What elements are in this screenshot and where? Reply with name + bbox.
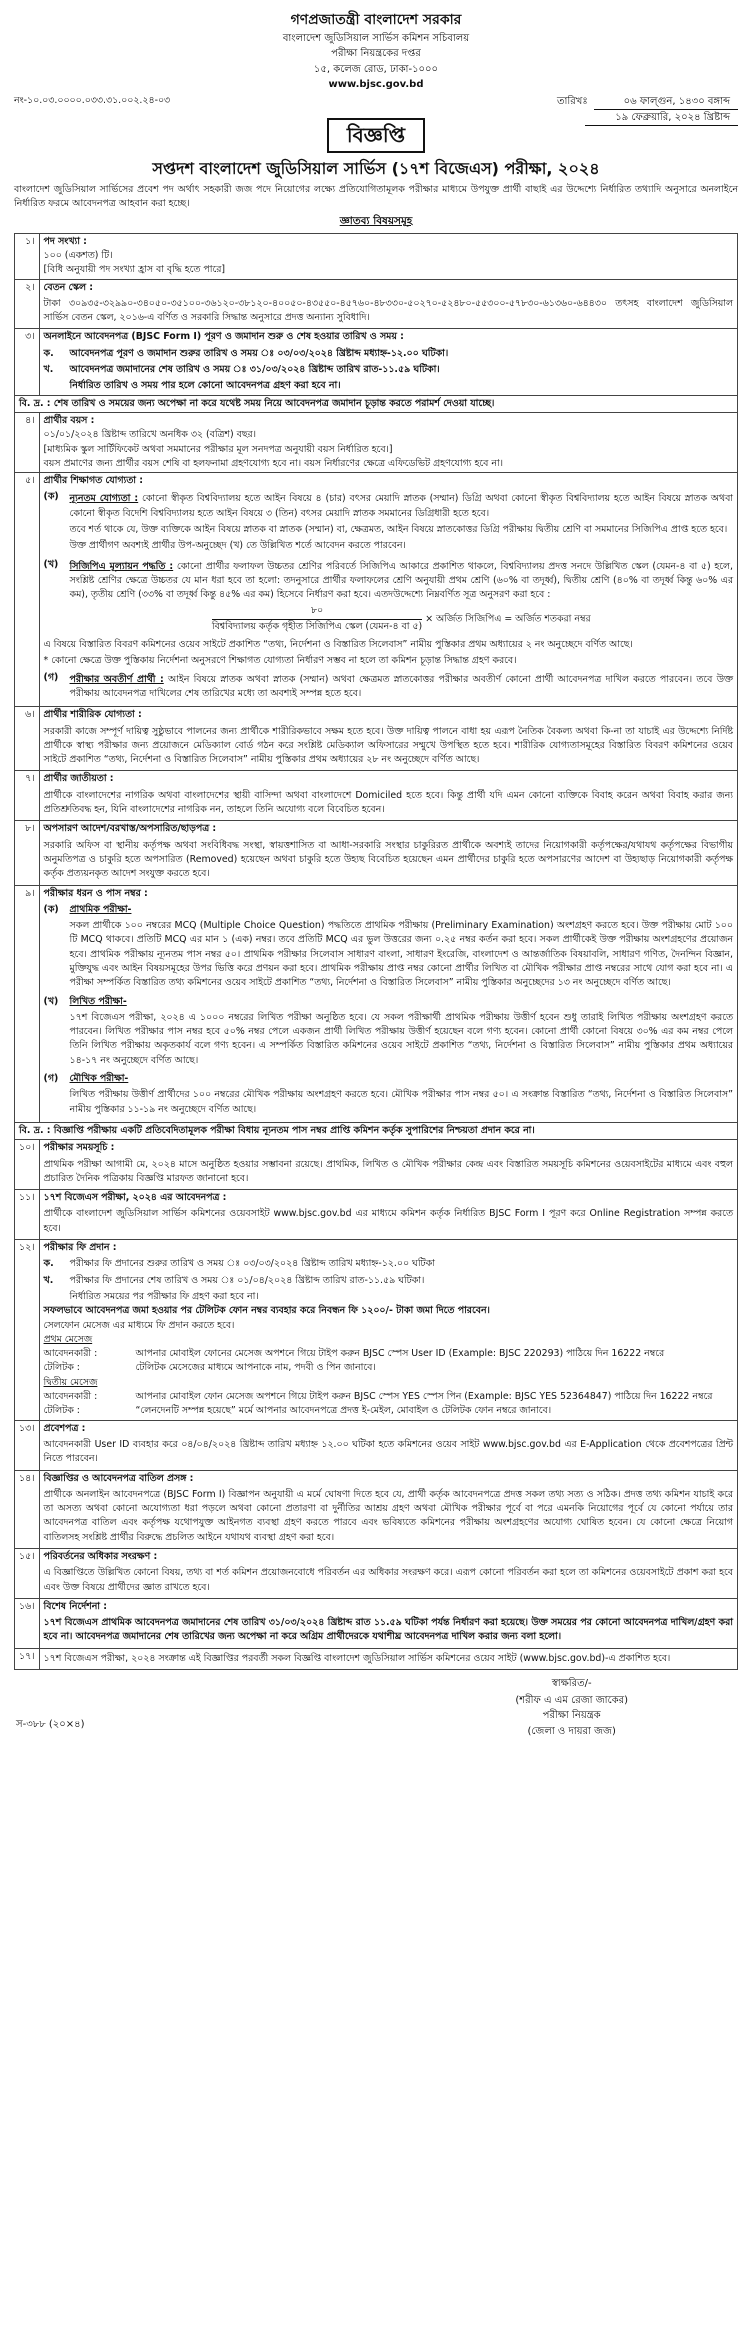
letterhead <box>14 10 738 92</box>
item-9: ৯। পরীক্ষার ধরন ও পাস নম্বর : (ক) প্রাথমিক পরীক্ষা- সকল প্রার্থীকে ১০০ নম্বরের MCQ (Multiple Choice Question) পদ্ধতিতে প্রাথমিক পরীক্ষায় (Preliminary Examination) অংশগ্রহণ করতে হবে। উক্ত পরীক্ষায় মোট ১০০ টি MCQ থাকবে। প্রতিটি MCQ এর মান ১ (এক) নম্বর। তবে প্রতিটি MCQ এর ভুল উত্তরের জন্য ০.২৫ নম্বর কর্তন করা হবে। সকল প্রার্থীকেই উক্ত পরীক্ষায় অংশগ্রহণের প্রয়োজন হবে। প্রাথমিক পরীক্ষায় ন্যূনতম পাস নম্বর ৫০। প্রাথমিক পরীক্ষার সিলেবাস সাধারণ বাংলা, সাধারণ ইংরেজি, বাংলাদেশ ও আন্তর্জাতিক বিষয়াবলি, সাধারণ গণিত, দৈনন্দিন বিজ্ঞান, মুক্তিযুদ্ধ এবং আইন বিষয়সমূহের উপর ভিত্তি করে প্রণয়ন করা হবে। প্রাথমিক পরীক্ষায় প্রাপ্ত নম্বর কোনো প্রার্থীর লিখিত বা মৌখিক পরীক্ষার প্রাপ্ত নম্বরের সাথে যোগ করা হবে না। এ পরীক্ষা সম্পর্কিত বিস্তারিত তথ্য কমিশনের ওয়েব সাইটে প্রকাশিত “তথ্য, নির্দেশনা ও বিস্তারিত সিলেবাস” নামীয় পুস্তিকার অনুচ্ছেদের ১৩ নং অনুচ্ছেদে বর্ণিত আছে। (খ) লিখিত পরীক্ষা- ১৭শ বিজেএস পরীক্ষা, ২০২৪ এ ১০০০ নম্বরের লিখিত পরীক্ষা অনুষ্ঠিত হবে। যে সকল পরীক্ষার্থী প্রাথমিক পরীক্ষায় উত্তীর্ণ হবেন শুধু তারাই লিখিত পরীক্ষায় অংশগ্রহণ করতে পারবেন। লিখিত পরীক্ষার পাস নম্বর হবে ৫০% নম্বর পেলে একজন প্রার্থী লিখিত পরীক্ষায় উত্তীর্ণ হয়েছেন বলে গণ্য হবেন। কোনো প্রার্থী কোনো বিষয়ে ৩০% এর কম নম্বর পেলে তিনি লিখিত পরীক্ষায় অকৃতকার্য বলে গণ্য হবেন। এ সম্পর্কিত বিস্তারিত কমিশনের ওয়েব সাইটে প্রকাশিত “তথ্য, নির্দেশনা ও বিস্তারিত সিলেবাস” নামীয় পুস্তিকার প্রথম অধ্যায়ের ১৪-১৭ নং অনুচ্ছেদে বর্ণিত আছে। (গ) মৌখিক পরীক্ষা- লিখিত পরীক্ষায় উত্তীর্ণ প্রার্থীদের ১০০ নম্বরের মৌখিক পরীক্ষায় অংশগ্রহণ করতে হবে। মৌখিক পরীক্ষার পাস নম্বর ৫০। এ সংক্রান্ত বিস্তারিত “তথ্য, নির্দেশনা ও বিস্তারিত সিলেবাস” নামীয় পুস্তিকার ১১-১৯ নং অনুচ্ছেদে বর্ণিত আছে। <box>15 885 738 1122</box>
item-7: ৭। প্রার্থীর জাতীয়তা : প্রার্থীকে বাংলাদেশের নাগরিক অথবা বাংলাদেশের স্থায়ী বাসিন্দা অথবা বাংলাদেশে Domiciled হতে হবে। কিন্তু প্রার্থী যদি এমন কোনো ব্যক্তিকে বিবাহ করেন অথবা বিবাহ করার জন্য প্রতিশ্রুতিবদ্ধ হন, যিনি বাংলাদেশের নাগরিক নন, তাহলে তিনি অযোগ্য বলে বিবেচিত হবেন। <box>15 771 738 821</box>
footer <box>14 1676 738 1746</box>
item-6: ৬। প্রার্থীর শারীরিক যোগ্যতা : সরকারী কাজে সম্পূর্ণ দায়িত্ব সুষ্ঠুভাবে পালনের জন্য প্রার্থীকে শারীরিকভাবে সক্ষম হতে হবে। উক্ত দায়িত্ব পালনে বাধা হয় এরূপ নৈতিক বৈকল্য অথবা কি-না তা যাচাই এর উদ্দেশ্যে নির্দিষ্ট প্রার্থীকে স্বাস্থ্য পরীক্ষার জন্য প্রয়োজনে মেডিক্যাল বোর্ড গঠন করে সংশ্লিষ্ট মেডিক্যাল অফিসারের সম্মুখে উপস্থিত হতে হবে। শারীরিক যোগ্যতাসমূহের বিস্তারিত বিবরণ কমিশনের ওয়েব সাইটে প্রকাশিত “তথ্য, নির্দেশনা ও বিস্তারিত সিলেবাস” নামীয় পুস্তিকার প্রথম অধ্যায়ের ২৮ নং অনুচ্ছেদে বর্ণিত আছে। <box>15 707 738 771</box>
cgpa-formula: ৮০ বিশ্ববিদ্যালয় কর্তৃক গৃহীত সিজিপিএ স্কেল (যেমন-৪ বা ৫) × অর্জিত সিজিপিএ = অর্জিত শতকরা নম্বর <box>211 605 591 632</box>
note-row-2: বি. দ্র. : বিজ্ঞাপ্তি পরীক্ষায় একটি প্রতিবেদিতামূলক পরীক্ষা বিধায় ন্যূনতম পাস নম্বর প্রাপ্তি কমিশন কর্তৃক সুপারিশের নিশ্চয়তা প্রদান করে না। <box>15 1122 738 1139</box>
item-8: ৮। অপসারণ আদেশ/বরখাস্ত/অপসারিত/ছাড়পত্র : সরকারি অফিস বা স্থানীয় কর্তৃপক্ষ অথবা সংবিধিবদ্ধ সংস্থা, স্বায়ত্তশাসিত বা আধা-সরকারি সংস্থার চাকুরিরত প্রার্থীকে অবশ্যই তাদের নিয়োগকারী কর্তৃপক্ষের/যথাযথ কর্তৃপক্ষের বিভাগীয় অনুমতিপত্র ও চাকুরি হতে অপসারিত (Removed) হয়েছেন অথবা চাকুরি হতে উহ্যছ বিবেচিত হয়েছেন এমন প্রার্থীদের চাকুরি হতে অপসারণের আদেশ বা উহ্যছাড় নিয়োগকারী কর্তৃপক্ষ কর্তৃক প্রত্যয়নকৃত আদেশ সংযুক্ত করতে হবে। <box>15 821 738 885</box>
website-url: www.bjsc.gov.bd <box>328 78 424 90</box>
item-1: ১। পদ সংখ্যা : ১০০ (একশত) টি। [বিধি অনুযায়ী পদ সংখ্যা হ্রাস বা বৃদ্ধি হতে পারে] <box>15 233 738 279</box>
item-4: ৪। প্রার্থীর বয়স : ০১/০১/২০২৪ খ্রিষ্টাব্দ তারিখে অনধিক ৩২ (বত্রিশ) বছর। [মাধ্যমিক স্কুল সার্টিফিকেট অথবা সমমানের পরীক্ষার মূল সনদপত্র অনুযায়ী বয়স নির্ধারিত হবে।] বয়স প্রমাণের জন্য প্রার্থীর বয়স শেষি বা হলফনামা গ্রহণযোগ্য হবে না। বয়স নির্ধারণের ক্ষেত্রে এফিডেভিট গ্রহণযোগ্য হবে না। <box>15 412 738 472</box>
signature-label: স্বাক্ষরিত/- <box>551 1678 592 1690</box>
notice-title: বিজ্ঞপ্তি <box>327 118 425 152</box>
note-row-1: বি. দ্র. : শেষ তারিখ ও সময়ের জন্য অপেক্ষা না করে যথেষ্ট সময় নিয়ে আবেদনপত্র জমাদান চূড়ান্ত করতে পরামর্শ দেওয়া যাচ্ছে। <box>15 395 738 412</box>
intro-paragraph: বাংলাদেশ জুডিসিয়াল সার্ভিসের প্রবেশ পদ অর্থাৎ সহকারী জজ পদে নিয়োগের লক্ষ্যে প্রতিযোগিতামূলক পরীক্ষার মাধ্যমে উপযুক্ত প্রার্থী বাছাই এর উদ্দেশ্যে নির্ধারিত তথ্যাদি অনুসারে অনলাইনে নির্ধারিত ফরমে আবেদনপত্র আহবান করা হচ্ছে। <box>14 184 738 210</box>
office-address: ১৫, কলেজ রোড, ঢাকা-১০০০ <box>313 63 439 75</box>
date-english: ১৯ ফেব্রুয়ারি, ২০২৪ খ্রিষ্টাব্দ <box>585 110 738 126</box>
item-16: ১৬। বিশেষ নির্দেশনা : ১৭শ বিজেএস প্রাথমিক আবেদনপত্র জমাদানের শেষ তারিখ ৩১/০৩/২০২৪ খ্রিষ্টাব্দ রাত ১১.৫৯ ঘটিকা পর্যন্ত নির্ধারণ করা হয়েছে। উক্ত সময়ের পর কোনো আবেদনপত্র দাখিল/গ্রহণ করা হবে না। আবেদনপত্র জমাদানের শেষ তারিখের জন্য অপেক্ষা না করে অগ্রিম প্রার্থীদেরকে যথাশীঘ্র আবেদনপত্র দাখিল করার জন্য বলা হলো। <box>15 1598 738 1648</box>
form-number: স-৩৮৮ (২০×৪) <box>16 1718 85 1730</box>
item-12: ১২। পরীক্ষার ফি প্রদান : ক. পরীক্ষার ফি প্রদানের শুরুর তারিখ ও সময় ঃ ০৩/০৩/২০২৪ খ্রিষ্টাব্দ তারিখ মধ্যাহ্ন-১২.০০ ঘটিকা খ. পরীক্ষার ফি প্রদানের শেষ তারিখ ও সময় ঃ ০১/০৪/২০২৪ খ্রিষ্টাব্দ তারিখ রাত-১১.৫৯ ঘটিকা। নির্ধারিত সময়ের পর পরীক্ষার ফি গ্রহণ করা হবে না। সফলভাবে আবেদনপত্র জমা হওয়ার পর টেলিটক ফোন নম্বর ব্যবহার করে নিবন্ধন ফি ১২০০/- টাকা জমা দিতে পারবেন। সেলফোন মেসেজ এর মাধ্যমে ফি প্রদান করতে হবে। প্রথম মেসেজ আবেদনকারী : আপনার মোবাইল ফোনের মেসেজ অপশনে গিয়ে টাইপ করুন BJSC স্পেস User ID (Example: BJSC 220293) পাঠিয়ে দিন 16222 নম্বরে টেলিটক : টেলিটক মেসেজের মাধ্যমে আপনাকে নাম, পদবী ও পিন জানাবে। দ্বিতীয় মেসেজ আবেদনকারী : আপনার মোবাইল ফোন মেসেজ অপশনে গিয়ে টাইপ করুন BJSC স্পেস YES স্পেস পিন (Example: BJSC YES 52364847) পাঠিয়ে দিন 16222 নম্বরে টেলিটক : “লেনদেনটি সম্পন্ন হয়েছে” মর্মে আপনার আবেদনপত্রে প্রদত্ত ই-মেইল, মোবাইল ও টেলিটক ফোন নম্বরে জানাবে। <box>15 1240 738 1421</box>
signature-block <box>515 1676 628 1739</box>
item-17: ১৭। ১৭শ বিজেএস পরীক্ষা, ২০২৪ সংক্রান্ত এই বিজ্ঞাপ্তির পরবর্তী সকল বিজ্ঞপ্তি বাংলাদেশ জুডিসিয়াল সার্ভিস কমিশনের ওয়েব সাইট (www.bjsc.gov.bd)-এ প্রকাশিত হবে। <box>15 1648 738 1669</box>
item-11: ১১। ১৭শ বিজেএস পরীক্ষা, ২০২৪ এর আবেদনপত্র : প্রার্থীকে বাংলাদেশ জুডিসিয়াল সার্ভিস কমিশনের ওয়েবসাইট www.bjsc.gov.bd এর মাধ্যমে কমিশন কর্তৃক নির্ধারিত BJSC Form I পূরণ করে Online Registration সম্পন্ন করতে হবে। <box>15 1190 738 1240</box>
section-heading: জ্ঞাতব্য বিষয়সমূহ <box>339 214 413 227</box>
item-2: ২। বেতন স্কেল : টাকা ৩০৯৩৫-৩২৯৯০-৩৪০৫০-৩৫১০০-৩৬১২০-৩৮১২০-৪০০৫০-৪৩৫৫০-৪৫৭৬০-৪৮৩৩০-৫০২৭০-৫২৪৮০-৫৫৩০০-৫৭৮৩০-৬১৩৬০-৬৪৪৩০ তৎসহ বাংলাদেশ জুডিসিয়াল সার্ভিস বেতন স্কেল, ২০১৬-এ বর্ণিত ও সরকারি সিদ্ধান্ত অনুসারে প্রদত্ত অন্যান্য সুবিধাদি। <box>15 279 738 329</box>
item-15: ১৫। পরিবর্তনের অধিকার সংরক্ষণ : এ বিজ্ঞাপ্তিতে উল্লিখিত কোনো বিষয়, তথ্য বা শর্ত কমিশন প্রয়োজনবোধে পরিবর্তন এর অধিকার সংরক্ষণ করে। এরূপ কোনো পরিবর্তন করা হলে তা কমিশনের ওয়েবসাইটে প্রকাশ করা হবে এবং উক্ত বিষয়ে প্রার্থীদের জ্ঞাত রাখতে হবে। <box>15 1548 738 1598</box>
item-10: ১০। পরীক্ষার সময়সূচি : প্রাথমিক পরীক্ষা আগামী মে, ২০২৪ মাসে অনুষ্ঠিত হওয়ার সম্ভাবনা রয়েছে। প্রাথমিক, লিখিত ও মৌখিক পরীক্ষার কেন্দ্র এবং বিস্তারিত সময়সূচি কমিশনের ওয়েবসাইটের মাধ্যমে এবং বহুল প্রচারিত দৈনিক পত্রিকায় বিজ্ঞপ্তি মারফত জানানো হবে। <box>15 1140 738 1190</box>
date-label: তারিখঃ <box>557 96 588 108</box>
gov-title: গণপ্রজাতন্ত্রী বাংলাদেশ সরকার <box>290 12 462 28</box>
notice-subtitle: সপ্তদশ বাংলাদেশ জুডিসিয়াল সার্ভিস (১৭শ বিজেএস) পরীক্ষা, ২০২৪ <box>152 158 600 178</box>
signatory-designation: পরীক্ষা নিয়ন্ত্রক <box>542 1710 601 1722</box>
signatory-name: (শরীফ এ এম রেজা জাকের) <box>515 1695 628 1707</box>
item-14: ১৪। বিজ্ঞাপ্তির ও আবেদনপত্র বাতিল প্রসঙ্গ : প্রার্থীকে অনলাইন আবেদনপত্রে (BJSC Form I) বিজ্ঞাপন অনুযায়ী এ মর্মে ঘোষণা দিতে হবে যে, প্রার্থী কর্তৃক আবেদনপত্রে প্রদত্ত সকল তথ্য সত্য ও সঠিক। প্রদত্ত তথ্য কমিশন যাচাই করে তা অসত্য অথবা কোনো অযোগ্যতা ধরা পড়লে অথবা কোনো প্রতারণা বা দুর্নীতির আশ্রয় গ্রহণ অথবা মৌখিক পরীক্ষার পূর্বে বা পরে এমনকি নিয়োগের পূর্বে যে কোনো পর্যায়ে তার আবেদনপত্র বাতিল এবং কর্তৃপক্ষ যথোপযুক্ত আইনগত ব্যবস্থা গ্রহণ করতে পারবে এবং ভবিষ্যতে কমিশনের পরীক্ষায় অংশগ্রহণের অযোগ্য ঘোষিত হবেন। যে কোনো ক্ষেত্রে নিয়োগ বাতিলসহ সংশ্লিষ্ট প্রার্থীর বিরুদ্ধে প্রচলিত আইনে যথাযথ ব্যবস্থা গ্রহণ করা হবে। <box>15 1470 738 1548</box>
item-5: ৫। প্রার্থীর শিক্ষাগত যোগ্যতা : (ক) ন্যূনতম যোগ্যতা : কোনো স্বীকৃত বিশ্ববিদ্যালয় হতে আইন বিষয়ে ৪ (চার) বৎসর মেয়াদি স্নাতক (সম্মান) ডিগ্রি অথবা কোনো স্বীকৃত বিশ্ববিদ্যালয় হতে আইন বিষয়ে স্নাতক অথবা কোনো স্বীকৃত বিদেশি বিশ্ববিদ্যালয় হতে আইন বিষয়ে ৩ (তিন) বৎসর মেয়াদি স্নাতক সমমানের ডিগ্রিধারী হতে হবে। তবে শর্ত থাকে যে, উক্ত ব্যক্তিকে আইন বিষয়ে স্নাতক বা স্নাতক (সম্মান) বা, ক্ষেত্রমত, আইন বিষয়ে স্নাতকোত্তর ডিগ্রি পরীক্ষায় দ্বিতীয় শ্রেণি বা সমমানের সিজিপিএ প্রাপ্ত হতে হবে। উক্ত প্রার্থীগণ অবশ্যই প্রার্থীর উপ-অনুচ্ছেদ (খ) তে উল্লিখিত শর্তে আবেদন করতে পারবেন। (খ) সিজিপিএ মূল্যায়ন পদ্ধতি : কোনো প্রার্থীর ফলাফল উচ্চতর শ্রেণির পরিবর্তে সিজিপিএ আকারে প্রকাশিত থাকলে, বিশ্ববিদ্যালয় প্রদত্ত সনদে উল্লিখিত স্কেল (যেমন-৪ বা ৫) হলে, সংশ্লিষ্ট শ্রেণির ক্ষেত্রে উচ্চতর যে মান ধরা হবে তা হলো: তদনুসারে প্রার্থীর ফলাফলের শ্রেণি অনুযায়ী প্রথম শ্রেণি (৬০% বা তদূর্ধ্ব), দ্বিতীয় শ্রেণি (৪০% বা তদূর্ধ্ব কিন্তু ৬০% এর কম), তৃতীয় শ্রেণি (৩৩% বা তদূর্ধ্ব কিন্তু ৪৫% এর কম) হিসেবে নির্ধারণ করা হবে। এতদউদ্দেশ্যে নিম্নবর্ণিত সূত্র অনুসরণ করা হবে : ৮০ বিশ্ববিদ্যালয় কর্তৃক গৃহীত সিজিপিএ স্কেল (যেমন-৪ বা ৫) × অর্জিত সিজিপিএ = অর্জিত শতকরা নম্বর এ বিষয়ে বিস্তারিত বিবরণ কমিশনের ওয়েব সাইটে প্রকাশিত “তথ্য, নির্দেশনা ও বিস্তারিত সিলেবাস” নামীয় পুস্তিকার প্রথম অধ্যায়ের ২ নং অনুচ্ছেদে বর্ণিত আছে। * কোনো ক্ষেত্রে উক্ত পুস্তিকায় নির্দেশনা অনুসরণে শিক্ষাগত যোগ্যতা নির্ধারণ সম্ভব না হলে তা কমিশন চূড়ান্ত সিদ্ধান্ত গ্রহণ করবে। (গ) পরীক্ষার অবতীর্ণ প্রার্থী : আইন বিষয়ে স্নাতক অথবা স্নাতক (সম্মান) অথবা ক্ষেত্রমত স্নাতকোত্তর পরীক্ষার অবতীর্ণ কোনো প্রার্থী আবেদনপত্র দাখিল করতে পারবেন। তবে উক্ত পরীক্ষায় আবেদনপত্র দাখিলের শেষ তারিখের মধ্যে তা অবশ্যই সম্পন্ন হতে হবে। <box>15 473 738 707</box>
items-table <box>14 233 738 1670</box>
item-13: ১৩। প্রবেশপত্র : আবেদনকারী User ID ব্যবহার করে ০৪/০৪/২০২৪ খ্রিষ্টাব্দ তারিখ মধ্যাহ্ন ১২.০০ ঘটিকা হতে কমিশনের ওয়েব সাইট www.bjsc.gov.bd এর E-Application থেকে প্রবেশপত্রের প্রিন্ট নিতে পারবেন। <box>15 1420 738 1470</box>
signatory-extra: (জেলা ও দায়রা জজ) <box>527 1725 616 1737</box>
office-name: পরীক্ষা নিয়ন্ত্রকের দপ্তর <box>331 48 421 60</box>
reference-number: নং-১০.০৩.০০০০.০৩৩.৩১.০০২.২৪-০৩ <box>14 95 171 107</box>
commission-name: বাংলাদেশ জুডিসিয়াল সার্ভিস কমিশন সচিবালয় <box>282 33 470 45</box>
date-bangla: ০৬ ফাল্গুন, ১৪৩০ বঙ্গাব্দ <box>594 94 738 110</box>
date-box <box>557 94 738 126</box>
item-3: ৩। অনলাইনে আবেদনপত্র (BJSC Form I) পূরণ ও জমাদান শুরু ও শেষ হওয়ার তারিখ ও সময় : ক. আবেদনপত্র পূরণ ও জমাদান শুরুর তারিখ ও সময় ঃ ০৩/০৩/২০২৪ খ্রিষ্টাব্দ মধ্যাহ্ন-১২.০০ ঘটিকা। খ. আবেদনপত্র জমাদানের শেষ তারিখ ও সময় ঃ ৩১/০৩/২০২৪ খ্রিষ্টাব্দ তারিখ রাত-১১.৫৯ ঘটিকা। নির্ধারিত তারিখ ও সময় পার হলে কোনো আবেদনপত্র গ্রহণ করা হবে না। <box>15 329 738 395</box>
